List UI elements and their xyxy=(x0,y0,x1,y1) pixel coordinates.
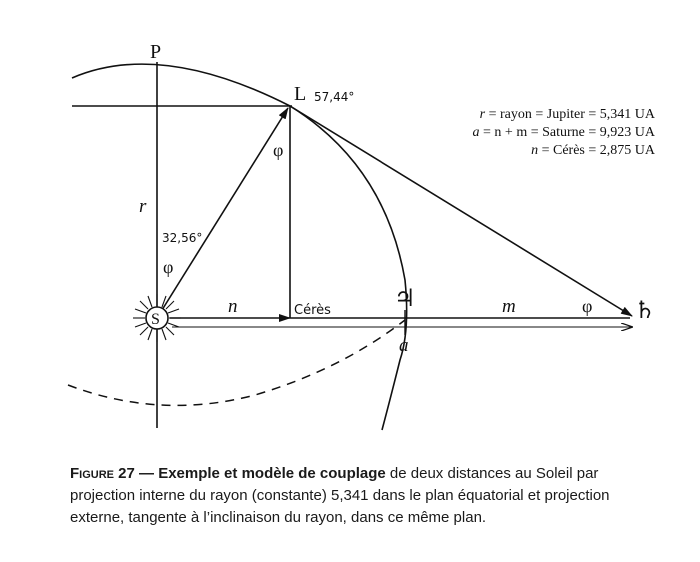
label-S: S xyxy=(151,311,160,328)
label-phi-saturn: φ xyxy=(582,296,593,316)
label-L: L xyxy=(294,83,307,105)
label-L-angle: 57,44° xyxy=(314,90,355,104)
legend-line-3: n = Cérès = 2,875 UA xyxy=(531,143,655,158)
legend-line-1: r = rayon = Jupiter = 5,341 UA xyxy=(479,107,655,122)
label-phi-S: φ xyxy=(163,257,174,277)
label-n: n xyxy=(228,296,238,317)
orbit-arc-upper xyxy=(72,64,407,430)
label-phi-L: φ xyxy=(273,140,284,160)
label-a: a xyxy=(399,335,409,356)
legend xyxy=(473,107,656,158)
label-r: r xyxy=(139,196,147,217)
orbit-arc-dashed xyxy=(68,320,405,405)
caption-title: — Exemple et modèle de couplage xyxy=(134,465,386,482)
caption-label: Figure 27 xyxy=(70,465,135,482)
label-P: P xyxy=(150,41,162,63)
figure-caption xyxy=(70,463,660,529)
label-ceres: Cérès xyxy=(294,303,331,318)
caption-text: de deux distances au Soleil par projection interne du rayon (constante) 5,341 dans le plan équatorial et projection externe, tangente à l’inclinaison du rayon, dans ce même plan. xyxy=(70,465,610,526)
label-S-angle: 32,56° xyxy=(162,231,203,245)
label-m: m xyxy=(502,296,516,317)
vector-r xyxy=(157,108,288,318)
jupiter-symbol-icon: ♃ xyxy=(394,286,416,312)
legend-line-2: a = n + m = Saturne = 9,923 UA xyxy=(472,125,655,140)
saturn-symbol-icon: ♄ xyxy=(634,298,656,324)
